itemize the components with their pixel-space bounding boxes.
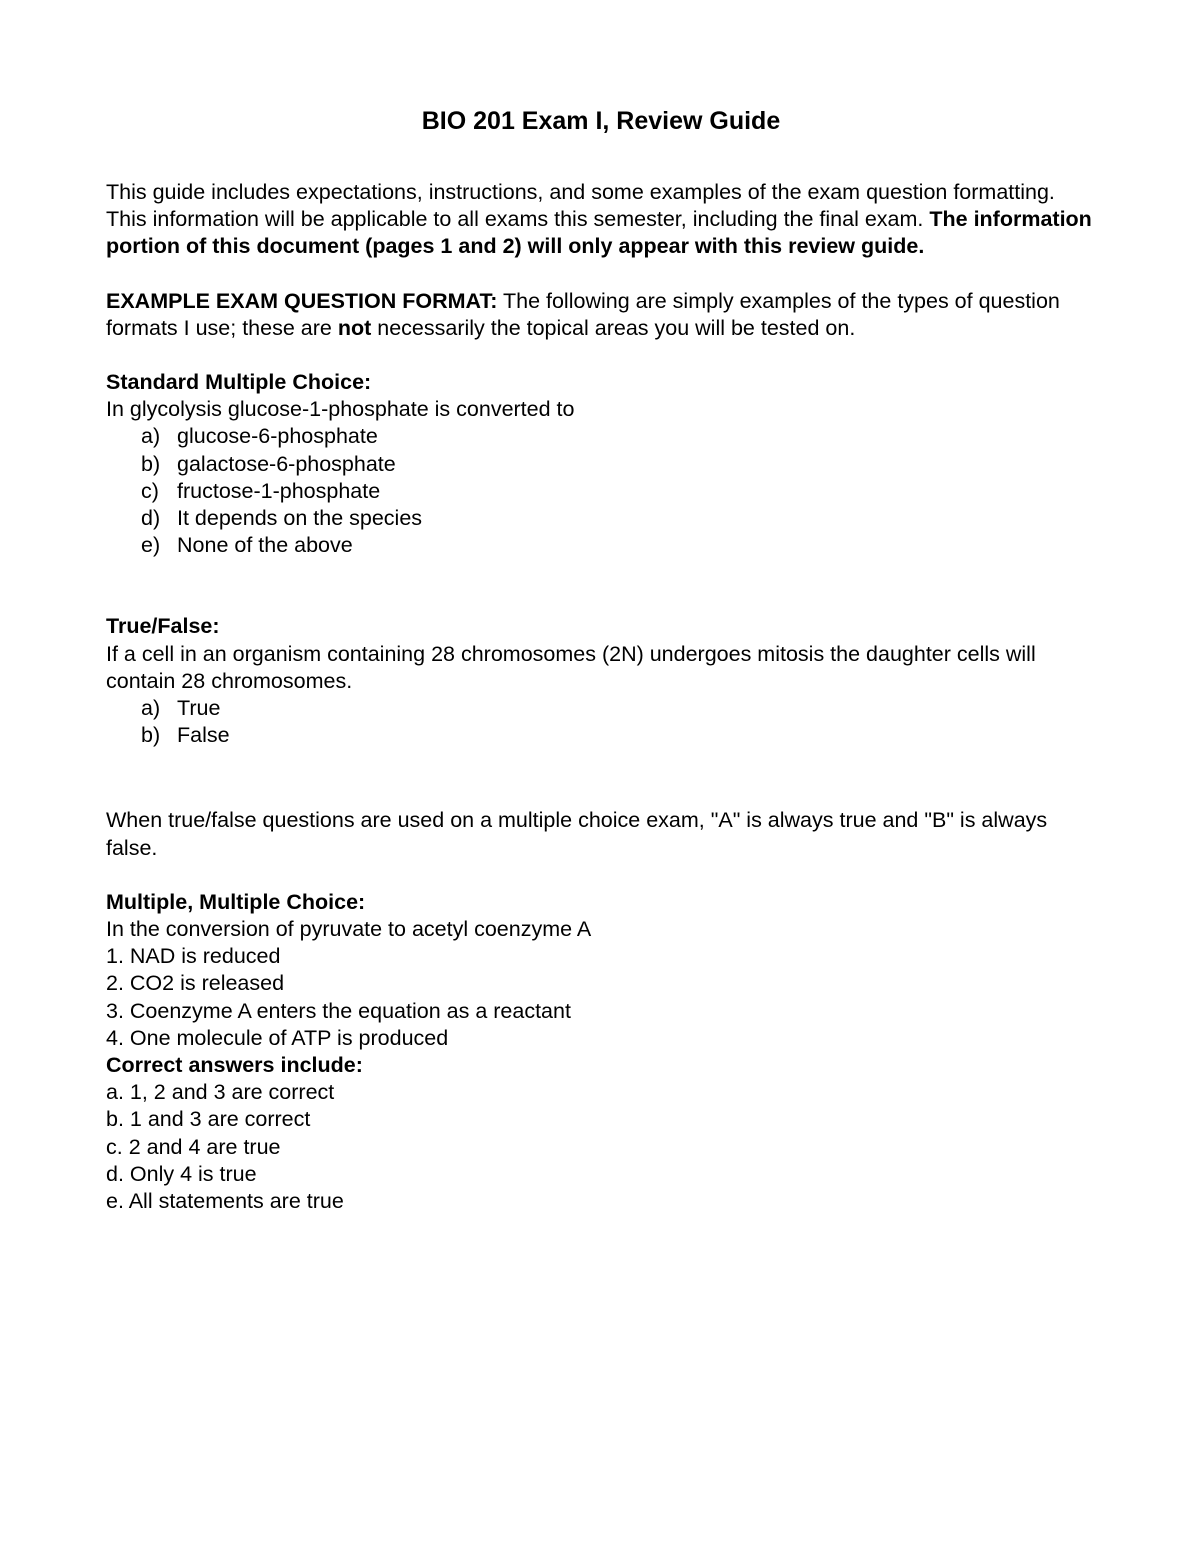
tf-note: When true/false questions are used on a multiple choice exam, "A" is always true and "B" is always false. — [106, 808, 1048, 860]
mmc-statement: 1. NAD is reduced — [106, 944, 281, 969]
tf-option: b) False — [141, 723, 230, 748]
mmc-answer: b. 1 and 3 are correct — [106, 1107, 311, 1132]
mc-option: d) It depends on the species — [141, 506, 423, 531]
mc-option: a) glucose-6-phosphate — [141, 424, 378, 449]
intro-paragraph — [106, 179, 1096, 261]
mmc-answer: a. 1, 2 and 3 are correct — [106, 1080, 335, 1105]
format-label: EXAMPLE EXAM QUESTION FORMAT: — [106, 288, 498, 313]
intro-bold-note: The information portion of this document (pages 1 and 2) will only appear with this review guide. — [106, 207, 1092, 259]
mmc-statement: 2. CO2 is released — [106, 971, 285, 996]
mmc-statement: 4. One molecule of ATP is produced — [106, 1025, 449, 1050]
mmc-answers-heading: Correct answers include: — [106, 1053, 363, 1078]
mmc-section — [106, 889, 1096, 1215]
tf-options — [106, 695, 1096, 749]
mc-section — [106, 369, 1096, 559]
format-emphasis: not — [337, 315, 372, 340]
tf-option: a) True — [141, 696, 221, 721]
tf-question: If a cell in an organism containing 28 chromosomes (2N) undergoes mitosis the daughter cells will contain 28 chromosomes. — [106, 641, 1036, 693]
mc-option: e) None of the above — [141, 533, 353, 558]
mmc-heading: Multiple, Multiple Choice: — [106, 889, 366, 914]
mc-option: b) galactose-6-phosphate — [141, 451, 396, 476]
mmc-question: In the conversion of pyruvate to acetyl coenzyme A — [106, 917, 592, 942]
mmc-answer: d. Only 4 is true — [106, 1161, 257, 1186]
mc-question: In glycolysis glucose-1-phosphate is converted to — [106, 397, 575, 422]
tf-heading: True/False: — [106, 614, 220, 639]
mc-option: c) fructose-1-phosphate — [141, 478, 381, 503]
mmc-statement: 3. Coenzyme A enters the equation as a reactant — [106, 998, 571, 1023]
mmc-answer: e. All statements are true — [106, 1189, 344, 1214]
intro-text: This guide includes expectations, instructions, and some examples of the exam question formatting. This information will be applicable to all exams this semester, including the final exam. — [106, 180, 1055, 232]
mc-heading: Standard Multiple Choice: — [106, 370, 372, 395]
mc-options — [106, 423, 1096, 559]
tf-section — [106, 613, 1096, 749]
format-paragraph — [106, 288, 1096, 342]
format-text-1: The following are simply examples of the types of question formats I use; these are — [106, 288, 1060, 340]
page-title: BIO 201 Exam I, Review Guide — [421, 107, 781, 135]
format-text-2: necessarily the topical areas you will be tested on. — [371, 315, 856, 340]
document-page — [106, 105, 1096, 1215]
mmc-answer: c. 2 and 4 are true — [106, 1134, 281, 1159]
